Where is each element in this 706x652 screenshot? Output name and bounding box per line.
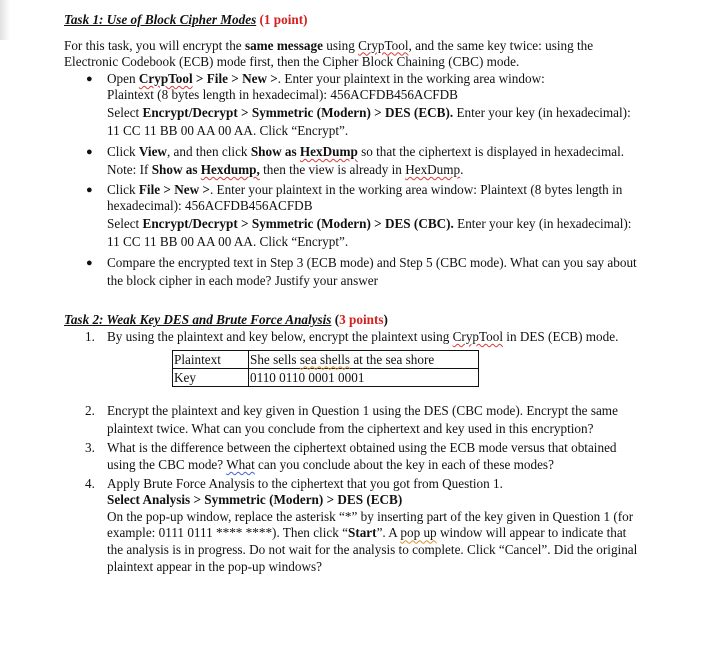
text-run: then the view is already in (259, 162, 406, 178)
text-run: She sells (250, 351, 300, 367)
text-run: Click (107, 143, 139, 159)
plaintext-label: Plaintext (173, 350, 249, 368)
task2-question-4 (85, 475, 639, 576)
table-row (173, 350, 479, 368)
text-run: What (226, 457, 255, 472)
text-run: using (322, 37, 359, 53)
text-run: Hexdump, (200, 162, 260, 178)
task2-heading (64, 312, 639, 329)
text-run: Plaintext (8 bytes length in hexadecimal): 456ACFDB456ACFDB (107, 87, 458, 103)
text-run: Enter your key (in hexadecimal): 11 CC 11 BB 00 AA 00 AA. Click “Encrypt”. (107, 215, 632, 250)
task2-questions (64, 329, 639, 575)
text-run: can you conclude about the key in each of these modes? (254, 457, 554, 472)
text-run: On the pop-up window, replace the asterisk “*” by inserting part of the key given in Question 1 (for example: 0111 0111 **** ****). Then click “ (107, 508, 634, 541)
text-run: . Enter your plaintext in the working area window: Plaintext (8 bytes length in hexadecimal): 456ACFDB456ACFDB (107, 181, 623, 214)
text-run: CrypTool (358, 37, 409, 53)
page-shadow (0, 0, 10, 40)
plaintext-value (249, 350, 479, 368)
list-number: 2. (85, 402, 95, 418)
text-run: same message (244, 37, 323, 53)
task1-steps (64, 71, 639, 291)
task1-points: (1 point) (259, 12, 308, 27)
text-run: window will appear to indicate that the analysis is in progress. Do not wait for the analysis to complete. Click “Cancel”. Did the original plaintext appear in the pop-up windows? (107, 525, 638, 574)
text-run: View (138, 143, 167, 159)
text-run: ) (383, 312, 388, 328)
text-run: Enter your key (in hexadecimal): 11 CC 11 BB 00 AA 00 AA. Click “Encrypt”. (107, 104, 631, 139)
task2-question-1 (85, 329, 639, 387)
text-run: at the sea shore (350, 351, 435, 367)
task1-step-new (107, 182, 639, 252)
text-run: Show as (151, 162, 201, 178)
text-run: . (460, 162, 464, 178)
text-run: What is the difference between the ciphertext obtained using the ECB mode versus that obtained using the CBC mode? (107, 440, 617, 472)
text-run: File > New > (138, 181, 210, 197)
task1-step-open (107, 71, 639, 141)
text-run: Open (107, 70, 139, 86)
list-number: 3. (85, 440, 95, 456)
task1-step-compare: ● Compare the encrypted text in Step 3 (ECB mode) and Step 5 (CBC mode). What can you say about the block cipher in each mode? Justify your answer (107, 254, 639, 291)
text-run: HexDump (299, 143, 358, 159)
text-run: Encrypt the plaintext and key given in Question 1 using the DES (CBC mode). Encrypt the same plaintext twice. What can you conclude from the ciphertext and key used in this encryption? (107, 402, 618, 436)
task1-intro (64, 38, 639, 71)
text-run: CrypTool (452, 329, 503, 344)
text-run: Apply Brute Force Analysis to the ciphertext that you got from Question 1. (107, 475, 503, 491)
text-run: ( (331, 312, 340, 328)
task2-title: Task 2: Weak Key DES and Brute Force Analysis (64, 312, 332, 328)
text-run: in DES (ECB) mode. (503, 329, 619, 344)
document-page (64, 12, 639, 577)
text-run: sea shells (299, 351, 351, 367)
text-run: , and the same key twice: using the Electronic Codebook (ECB) mode first, then the Cipher Block Chaining (CBC) mode. (64, 37, 594, 70)
task1-heading (64, 12, 639, 29)
text-run: . Enter your plaintext in the working area window: (277, 70, 545, 86)
text-run: > File > New > (192, 70, 278, 86)
text-run: Start (347, 525, 377, 541)
text-run: Show as (250, 143, 300, 159)
text-run: HexDump (405, 162, 461, 178)
table-row (173, 368, 479, 386)
text-run: Select Analysis > Symmetric (Modern) > DES (ECB) (107, 492, 403, 508)
plaintext-key-table (172, 350, 479, 387)
text-run: so that the ciphertext is displayed in hexadecimal. Note: If (107, 143, 625, 178)
task1-title: Task 1: Use of Block Cipher Modes (64, 12, 257, 27)
task1-step-view (107, 143, 639, 180)
task2-question-2 (85, 402, 639, 439)
text-run: For this task, you will encrypt the (64, 37, 245, 53)
list-number: 4. (85, 475, 95, 491)
text-run: ”. A (376, 525, 401, 541)
text-run: Select (107, 215, 143, 231)
text-run: pop up (400, 525, 437, 541)
text-run: By using the plaintext and key below, encrypt the plaintext using (107, 329, 453, 344)
text-run: , and then click (166, 143, 251, 159)
text-run: CrypTool (138, 70, 193, 86)
text-run: Encrypt/Decrypt > Symmetric (Modern) > DES (CBC). (142, 215, 454, 231)
task2-question-3 (85, 440, 639, 473)
key-value: 0110 0110 0001 0001 (249, 368, 479, 386)
text-run: Select (107, 104, 143, 120)
task2-points: 3 points (339, 312, 384, 328)
text-run: Encrypt/Decrypt > Symmetric (Modern) > DES (ECB). (142, 104, 454, 120)
list-number: 1. (85, 329, 95, 344)
key-label: Key (173, 368, 249, 386)
text-run: Click (107, 181, 139, 197)
